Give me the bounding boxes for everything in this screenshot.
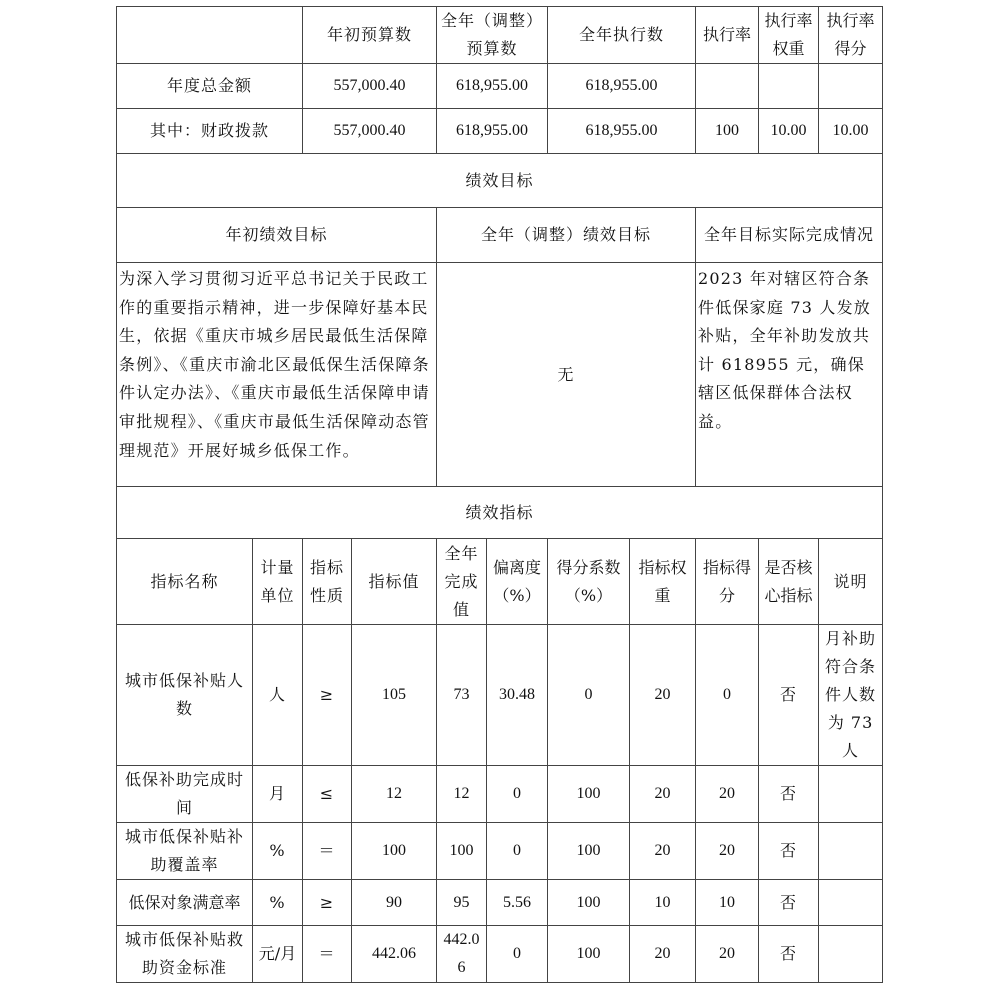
budget-header-adjusted: 全年（调整）预算数: [437, 7, 548, 64]
budget-row-executed: 618,955.00: [548, 64, 696, 109]
goals-section-row: [117, 154, 883, 208]
ind-coef: 100: [548, 823, 630, 880]
budget-header-rate: 执行率: [696, 7, 759, 64]
ind-score: 20: [696, 926, 759, 983]
ind-note: [819, 880, 883, 926]
budget-header-score: 执行率得分: [819, 7, 883, 64]
ind-header-actual: 全年完成值: [437, 539, 487, 625]
indicators-header-row: [117, 539, 883, 625]
indicator-row: [117, 926, 883, 983]
indicators-section-title: 绩效指标: [117, 487, 883, 539]
budget-row-adjusted: 618,955.00: [437, 109, 548, 154]
ind-header-unit: 计量单位: [253, 539, 303, 625]
ind-unit: %: [253, 880, 303, 926]
budget-row-label: 年度总金额: [117, 64, 303, 109]
ind-core: 否: [759, 880, 819, 926]
ind-weight: 10: [630, 880, 696, 926]
ind-nature: ≥: [303, 625, 352, 766]
ind-deviation: 5.56: [487, 880, 548, 926]
budget-row-executed: 618,955.00: [548, 109, 696, 154]
ind-weight: 20: [630, 625, 696, 766]
ind-actual: 95: [437, 880, 487, 926]
ind-core: 否: [759, 926, 819, 983]
ind-unit: 月: [253, 766, 303, 823]
ind-unit: %: [253, 823, 303, 880]
goals-header-adjusted: 全年（调整）绩效目标: [437, 208, 696, 263]
performance-table: [116, 6, 882, 983]
goals-content-row: [117, 263, 883, 487]
ind-core: 否: [759, 823, 819, 880]
ind-name: 城市低保补贴补助覆盖率: [117, 823, 253, 880]
goals-initial-text: 为深入学习贯彻习近平总书记关于民政工作的重要指示精神，进一步保障好基本民生，依据《重庆市城乡居民最低生活保障条例》、《重庆市渝北区最低保生活保障条件认定办法》、《重庆市最低生活保障申请审批规程》、《重庆市最低生活保障动态管理规范》开展好城乡低保工作。: [117, 263, 437, 487]
ind-header-score: 指标得分: [696, 539, 759, 625]
ind-weight: 20: [630, 926, 696, 983]
ind-unit: 元/月: [253, 926, 303, 983]
ind-note: [819, 766, 883, 823]
indicator-row: [117, 625, 883, 766]
budget-header-initial: 年初预算数: [303, 7, 437, 64]
budget-row-initial: 557,000.40: [303, 64, 437, 109]
goals-actual-text: 2023 年对辖区符合条件低保家庭 73 人发放补贴，全年补助发放共计 618955 元，确保辖区低保群体合法权益。: [696, 263, 883, 487]
ind-core: 否: [759, 625, 819, 766]
indicator-row: [117, 880, 883, 926]
ind-score: 20: [696, 823, 759, 880]
ind-nature: ＝: [303, 823, 352, 880]
budget-row-label: 其中：财政拨款: [117, 109, 303, 154]
ind-name: 低保补助完成时间: [117, 766, 253, 823]
ind-core: 否: [759, 766, 819, 823]
ind-score: 10: [696, 880, 759, 926]
goals-section-title: 绩效目标: [117, 154, 883, 208]
ind-coef: 100: [548, 880, 630, 926]
budget-row-score: 10.00: [819, 109, 883, 154]
ind-header-name: 指标名称: [117, 539, 253, 625]
budget-row-weight: [759, 64, 819, 109]
budget-row-adjusted: 618,955.00: [437, 64, 548, 109]
ind-header-core: 是否核心指标: [759, 539, 819, 625]
goals-header-initial: 年初绩效目标: [117, 208, 437, 263]
ind-header-target: 指标值: [352, 539, 437, 625]
ind-weight: 20: [630, 766, 696, 823]
ind-note: [819, 926, 883, 983]
ind-actual: 442.06: [437, 926, 487, 983]
ind-nature: ＝: [303, 926, 352, 983]
ind-header-nature: 指标性质: [303, 539, 352, 625]
budget-row-score: [819, 64, 883, 109]
ind-coef: 100: [548, 766, 630, 823]
goals-adjusted-text: 无: [437, 263, 696, 487]
ind-nature: ≤: [303, 766, 352, 823]
budget-row-weight: 10.00: [759, 109, 819, 154]
ind-target: 105: [352, 625, 437, 766]
budget-and-indicator-table: [116, 6, 883, 983]
ind-note: 月补助符合条件人数为 73 人: [819, 625, 883, 766]
ind-coef: 100: [548, 926, 630, 983]
budget-header-weight: 执行率权重: [759, 7, 819, 64]
budget-row-rate: 100: [696, 109, 759, 154]
goals-header-row: [117, 208, 883, 263]
ind-header-coef: 得分系数（%）: [548, 539, 630, 625]
ind-deviation: 0: [487, 823, 548, 880]
ind-name: 城市低保补贴救助资金标准: [117, 926, 253, 983]
budget-header-row: [117, 7, 883, 64]
ind-target: 12: [352, 766, 437, 823]
ind-header-deviation: 偏离度（%）: [487, 539, 548, 625]
indicator-row: [117, 766, 883, 823]
ind-note: [819, 823, 883, 880]
ind-actual: 100: [437, 823, 487, 880]
ind-header-note: 说明: [819, 539, 883, 625]
budget-row-initial: 557,000.40: [303, 109, 437, 154]
ind-target: 100: [352, 823, 437, 880]
budget-header-executed: 全年执行数: [548, 7, 696, 64]
indicator-row: [117, 823, 883, 880]
ind-score: 20: [696, 766, 759, 823]
budget-header-blank: [117, 7, 303, 64]
ind-target: 90: [352, 880, 437, 926]
ind-unit: 人: [253, 625, 303, 766]
ind-target: 442.06: [352, 926, 437, 983]
ind-nature: ≥: [303, 880, 352, 926]
ind-actual: 12: [437, 766, 487, 823]
budget-row-rate: [696, 64, 759, 109]
budget-row: [117, 109, 883, 154]
ind-deviation: 0: [487, 926, 548, 983]
goals-header-actual: 全年目标实际完成情况: [696, 208, 883, 263]
indicators-section-row: [117, 487, 883, 539]
ind-name: 城市低保补贴人数: [117, 625, 253, 766]
ind-deviation: 0: [487, 766, 548, 823]
ind-weight: 20: [630, 823, 696, 880]
ind-score: 0: [696, 625, 759, 766]
ind-header-weight: 指标权重: [630, 539, 696, 625]
budget-row: [117, 64, 883, 109]
ind-actual: 73: [437, 625, 487, 766]
ind-deviation: 30.48: [487, 625, 548, 766]
ind-name: 低保对象满意率: [117, 880, 253, 926]
ind-coef: 0: [548, 625, 630, 766]
